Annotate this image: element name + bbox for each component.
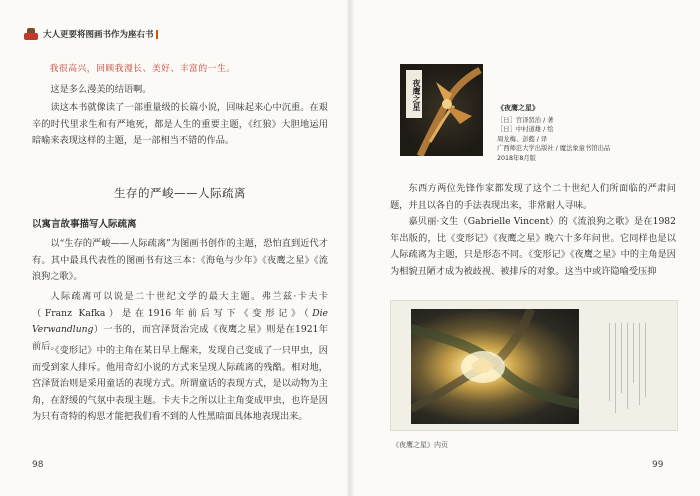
paragraph-4-italic-title: Die Verwandlung — [32, 307, 328, 336]
page-number-right: 99 — [652, 460, 664, 470]
red-quote: 我很高兴，回顾我漫长、美好、丰富的一生。 — [49, 64, 236, 74]
right-paragraph-1: 东西方两位先锋作家都发现了这个二十世纪人们所面临的严肃问题，并且以各自的手法表现出来，非常耐人寻味。 — [390, 183, 676, 211]
vertical-text-line — [627, 323, 628, 409]
book-info-author: ［日］宫泽贤治 / 著 — [497, 116, 554, 124]
vertical-text-line — [633, 323, 634, 383]
paragraph-4-text-b: ）一书的，而宫泽贤治完成《夜鹰之星》则是在1921年前后。 — [32, 324, 328, 352]
subheading: 以寓言故事描写人际疏离 — [32, 219, 137, 230]
book-info-title: 《夜鹰之星》 — [497, 104, 539, 112]
vertical-text-line — [645, 323, 646, 397]
paragraph-4-text-a: 人际疏离可以说是二十世纪文学的最大主题。弗兰兹·卡夫卡（Franz Kafka）是在1916年前后写下《变形记》 — [32, 291, 328, 319]
paragraph-4: 人际疏离可以说是二十世纪文学的最大主题。弗兰兹·卡夫卡（Franz Kafka）是在1916年前后写下《变形记》（Die Verwandlung）一书的，而宫泽贤治完成《夜鹰之星》则是在1921年前后。 — [32, 291, 328, 352]
book-cover-image — [400, 64, 483, 156]
book-info-publisher: 广西师范大学出版社 / 魔法象童书馆出品 — [497, 145, 611, 153]
vertical-text-line — [609, 323, 610, 401]
book-info-illustrator: ［日］中村道雄 / 绘 — [497, 126, 554, 134]
vertical-text-line — [621, 323, 622, 393]
paragraph-3: 以“生存的严峻——人际疏离”为图画书创作的主题，恐怕直到近代才有。其中最具代表性的图画书有这三本：《海龟与少年》《夜鹰之星》《流浪狗之歌》。 — [32, 238, 328, 283]
right-paragraph-2: 嘉贝丽·文生（Gabrielle Vincent）的《流浪狗之歌》是在1982年出版的，比《变形记》《夜鹰之星》晚六十多年问世。它同样也是以人际疏离为主题，只是形态不同。《变形记》《夜鹰之星》中的主角是因为相貌丑陋才成为被歧视、被排斥的对象。这当中或许隐喻受压抑 — [390, 216, 676, 277]
paragraph-5: 《变形记》中的主角在某日早上醒来，发现自己变成了一只甲虫，因而受到家人排斥。他用奇幻小说的方式来呈现人际疏离的残酷。相对地，宫泽贤治则是采用童话的表现方式。所谓童话的表现方式，是以动物为主角，在舒缓的气氛中表现主题。卡夫卡之所以让主角变成甲虫，也许是因为只有奇特的构思才能把我们看不到的人性黑暗面具体地表现出来。 — [32, 345, 328, 423]
running-head — [24, 28, 158, 40]
book-info-translator: 周龙梅、彭懿 / 译 — [497, 135, 548, 143]
section-title: 生存的严峻——人际疏离 — [114, 186, 246, 200]
book-info — [497, 104, 667, 164]
vertical-text-line — [639, 323, 640, 405]
running-head-marker — [156, 30, 158, 39]
illustration-caption: 《夜鹰之星》内页 — [392, 441, 448, 449]
vertical-text-line — [615, 323, 616, 413]
running-head-title: 大人更要将图画书作为座右书 — [43, 30, 154, 40]
book-stack-icon — [24, 28, 38, 40]
book-info-date: 2018年8月版 — [497, 154, 536, 162]
paragraph-2: 读这本书就像读了一部重量级的长篇小说，回味起来心中沉重。在艰辛的时代里求生和有严地死，都是人生的重要主题，《红狼》大胆地运用暗喻来表现这样的主题，是一部相当不错的作品。 — [32, 102, 328, 147]
paragraph-1: 这是多么漫美的结语啊。 — [50, 84, 152, 95]
page-number-left: 98 — [32, 460, 44, 470]
inner-page-illustration — [390, 300, 678, 431]
cover-title: 夜鹰之星 — [406, 70, 422, 118]
glowing-star-art — [411, 309, 579, 424]
illustration-image — [411, 309, 579, 424]
